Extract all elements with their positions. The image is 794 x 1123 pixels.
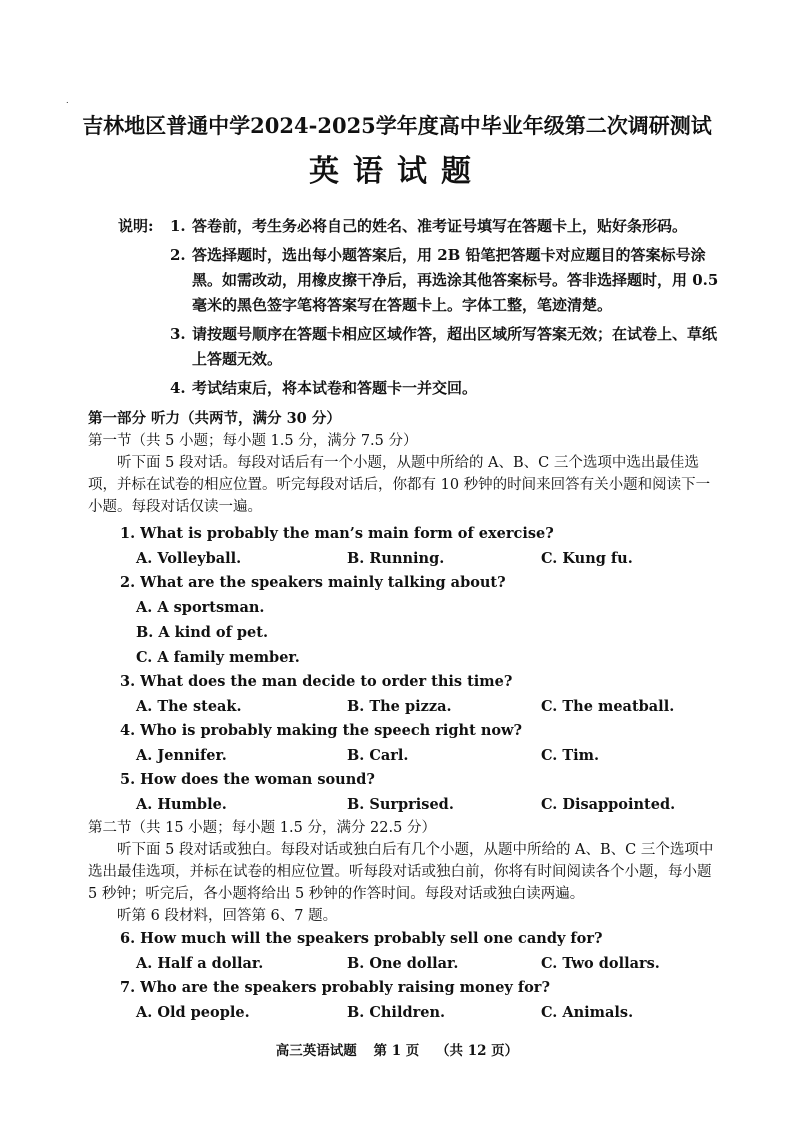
- instruction-number: 2.: [170, 246, 186, 264]
- question-item: [120, 927, 718, 976]
- subject-title: 英语试题: [309, 154, 485, 189]
- section1-directions: 听下面 5 段对话。每段对话后有一个小题，从题中所给的 A、B、C 三个选项中选出最佳选项，并标在试卷的相应位置。听完每段对话后，你都有 10 秒钟的时间来回答有关小题和阅读下一小题。每段对话仅读一遍。: [88, 455, 711, 515]
- section2-heading: 第二节（共 15 小题；每小题 1.5 分，满分 22.5 分）: [88, 820, 436, 836]
- option-c: C. Disappointed.: [541, 796, 676, 813]
- section1-heading: 第一节（共 5 小题；每小题 1.5 分，满分 7.5 分）: [88, 433, 418, 449]
- option-c: C. Kung fu.: [541, 550, 633, 567]
- instruction-number: 4.: [170, 379, 186, 397]
- instruction-item: [118, 322, 728, 372]
- instructions-lead: 说明:: [118, 217, 154, 235]
- instruction-number: 1.: [170, 217, 186, 235]
- option-a: A. Humble.: [136, 796, 227, 813]
- options-row: [136, 694, 718, 719]
- option-a: A. Jennifer.: [136, 747, 227, 764]
- instruction-text: 答卷前，考生务必将自己的姓名、准考证号填写在答题卡上，贴好条形码。: [192, 217, 688, 235]
- question-stem: 1. What is probably the man’s main form of exercise?: [120, 525, 554, 542]
- option-b: B. The pizza.: [347, 698, 452, 715]
- question-stem: 4. Who is probably making the speech right now?: [120, 722, 523, 739]
- instructions: [118, 214, 728, 401]
- question-list: [120, 927, 718, 1025]
- question-stem: 6. How much will the speakers probably sell one candy for?: [120, 930, 603, 947]
- options-row: [136, 743, 718, 768]
- listening-part: [88, 408, 718, 1025]
- instruction-item: [118, 376, 728, 401]
- options-row: [136, 1000, 718, 1025]
- question-stem: 5. How does the woman sound?: [120, 771, 375, 788]
- option-c: C. Tim.: [541, 747, 600, 764]
- section2-directions: 听下面 5 段对话或独白。每段对话或独白后有几个小题，从题中所给的 A、B、C 三个选项中选出最佳选项，并标在试卷的相应位置。听每段对话或独白前，你将有时间阅读各个小题，每小题 5 秒钟；听完后，各小题将给出 5 秒钟的作答时间。每段对话或独白读两遍。: [88, 842, 714, 902]
- option-b: B. Children.: [347, 1004, 446, 1021]
- instruction-text: 请按题号顺序在答题卡相应区域作答，超出区域所写答案无效；在试卷上、草纸上答题无效。: [192, 325, 718, 368]
- option-b: B. A kind of pet.: [136, 624, 269, 641]
- option-a: A. A sportsman.: [136, 599, 265, 616]
- question-item: [120, 522, 718, 571]
- option-a: A. Old people.: [136, 1004, 250, 1021]
- instruction-text: 考试结束后，将本试卷和答题卡一并交回。: [192, 379, 478, 397]
- question-item: [120, 976, 718, 1025]
- question-item: [120, 768, 718, 817]
- options-row: [136, 792, 718, 817]
- footer-total-pages: （共 12 页）: [436, 1043, 519, 1059]
- question-stem: 3. What does the man decide to order this time?: [120, 673, 513, 690]
- material-note: 听第 6 段材料，回答第 6、7 题。: [117, 908, 338, 924]
- option-a: A. Half a dollar.: [136, 955, 264, 972]
- question-item: [120, 719, 718, 768]
- stray-dot: .: [66, 96, 69, 105]
- footer-page-number: 第 1 页: [373, 1043, 420, 1059]
- options-row: [136, 546, 718, 571]
- option-c: C. A family member.: [136, 649, 300, 666]
- question-item: [120, 670, 718, 719]
- question-list: [120, 522, 718, 817]
- question-item: [120, 571, 718, 670]
- question-stem: 7. Who are the speakers probably raising money for?: [120, 979, 550, 996]
- option-a: A. Volleyball.: [136, 550, 242, 567]
- option-c: C. Animals.: [541, 1004, 634, 1021]
- part-heading: 第一部分 听力（共两节，满分 30 分）: [88, 410, 341, 427]
- instruction-number: 3.: [170, 325, 186, 343]
- question-stem: 2. What are the speakers mainly talking about?: [120, 574, 506, 591]
- exam-title: 吉林地区普通中学2024-2025学年度高中毕业年级第二次调研测试: [82, 113, 712, 138]
- instruction-item: [118, 243, 728, 318]
- option-c: C. The meatball.: [541, 698, 675, 715]
- options-row: [136, 951, 718, 976]
- instruction-text: 答选择题时，选出每小题答案后，用 2B 铅笔把答题卡对应题目的答案标号涂黑。如需改动，用橡皮擦干净后，再选涂其他答案标号。答非选择题时，用 0.5 毫米的黑色签字笔将答案写在答题卡上。字体工整，笔迹清楚。: [192, 246, 719, 314]
- option-a: A. The steak.: [136, 698, 242, 715]
- option-c: C. Two dollars.: [541, 955, 660, 972]
- option-b: B. One dollar.: [347, 955, 459, 972]
- option-b: B. Surprised.: [347, 796, 454, 813]
- option-b: B. Carl.: [347, 747, 409, 764]
- footer-subject: 高三英语试题: [275, 1043, 357, 1059]
- page-footer: [0, 1039, 794, 1059]
- instruction-item: [118, 214, 728, 239]
- option-b: B. Running.: [347, 550, 445, 567]
